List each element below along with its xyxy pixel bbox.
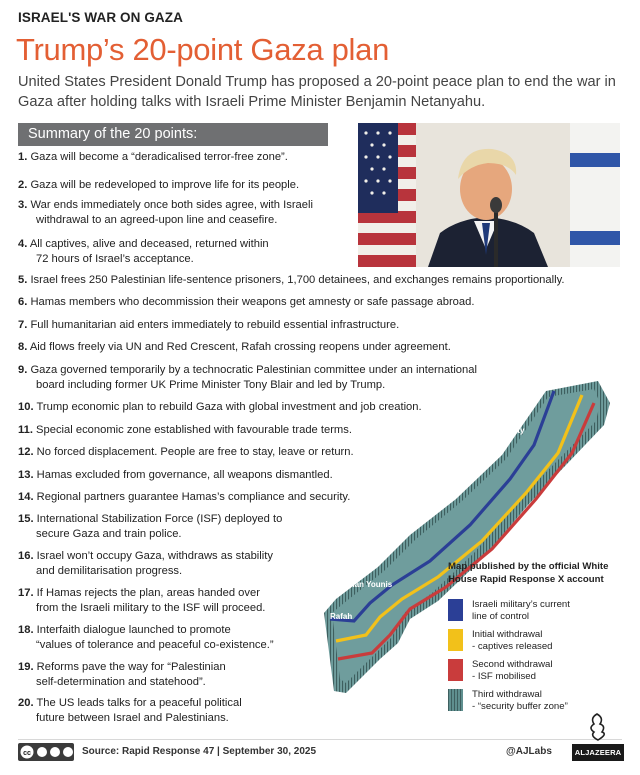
point-item — [18, 512, 282, 541]
point-item — [18, 549, 273, 578]
svg-text:cc: cc — [23, 750, 31, 757]
point-item — [18, 340, 451, 355]
legend-swatch — [448, 689, 463, 711]
point-number: 11. — [18, 424, 33, 436]
point-number: 8. — [18, 341, 28, 353]
point-text: future between Israel and Palestinians. — [36, 711, 229, 724]
point-text: board including former UK Prime Minister Tony Blair and led by Trump. — [36, 378, 386, 391]
point-item — [18, 295, 474, 310]
source-credit: Source: Rapid Response 47 | September 30, 2025 — [82, 746, 317, 757]
point-item — [18, 237, 269, 266]
map-label-khan-younis: Khan Younis — [344, 580, 393, 589]
footer-divider — [18, 739, 622, 740]
legend-label — [472, 659, 553, 682]
legend-swatch — [448, 629, 463, 651]
point-item — [18, 623, 274, 652]
legend-label-line: Israeli military’s current — [472, 599, 570, 610]
point-text: Israel won’t occupy Gaza, withdraws as stability — [36, 550, 273, 562]
map-label-gaza-city: Gaza City — [488, 426, 525, 435]
point-number: 3. — [18, 199, 28, 211]
point-text: “values of tolerance and peaceful co-existence.” — [36, 638, 274, 651]
point-text: Special economic zone established with favourable trade terms. — [36, 424, 352, 436]
point-text: self-determination and statehood”. — [36, 675, 206, 688]
point-text: and demilitarisation progress. — [36, 564, 183, 577]
aljazeera-calligraphy-logo — [584, 712, 610, 742]
point-item — [18, 468, 333, 483]
point-text: from the Israeli military to the ISF will proceed. — [36, 601, 266, 614]
point-number: 6. — [18, 296, 28, 308]
point-number: 10. — [18, 401, 34, 413]
legend-item — [448, 659, 553, 682]
point-text: Regional partners guarantee Hamas’s compliance and security. — [36, 491, 351, 503]
legend-item — [448, 629, 553, 652]
subtitle: United States President Donald Trump has proposed a 20-point peace plan to end the war in Gaza after holding talks with Israeli Prime Minister Benjamin Netanyahu. — [18, 74, 616, 110]
point-text: secure Gaza and train police. — [36, 527, 182, 540]
legend-label-line: Third withdrawal — [472, 689, 542, 700]
point-item — [18, 423, 352, 438]
point-text: Hamas members who decommission their weapons get amnesty or safe passage abroad. — [30, 296, 475, 308]
point-number: 5. — [18, 274, 28, 286]
point-text: The US leads talks for a peaceful political — [36, 697, 242, 709]
kicker: ISRAEL'S WAR ON GAZA — [18, 10, 183, 25]
point-number: 19. — [18, 661, 34, 673]
point-item — [18, 273, 564, 288]
legend-swatch — [448, 659, 463, 681]
point-text: All captives, alive and deceased, returned within — [29, 238, 269, 250]
point-item — [18, 696, 242, 725]
aljazeera-logo: ALJAZEERA — [572, 744, 624, 761]
point-text: withdrawal to an agreed-upon line and ceasefire. — [36, 213, 278, 226]
point-item — [18, 660, 226, 689]
point-number: 17. — [18, 587, 34, 599]
point-number: 13. — [18, 469, 34, 481]
legend-item — [448, 599, 570, 622]
creative-commons-icon — [18, 743, 74, 761]
point-text: War ends immediately once both sides agree, with Israeli — [30, 199, 313, 211]
point-text: Gaza will be redeveloped to improve life for its people. — [30, 179, 300, 191]
point-number: 4. — [18, 238, 28, 250]
legend-label-line: - ISF mobilised — [472, 670, 536, 682]
point-number: 9. — [18, 364, 28, 376]
map-caption: Map published by the official White House Rapid Response X account — [448, 561, 609, 585]
point-text: Interfaith dialogue launched to promote — [36, 624, 231, 636]
speaker-photo — [358, 123, 620, 267]
map-label-rafah: Rafah — [330, 612, 353, 621]
point-item — [18, 586, 265, 615]
point-text: Reforms pave the way for “Palestinian — [36, 661, 226, 673]
legend-swatch — [448, 599, 463, 621]
ajlabs-handle[interactable]: @AJLabs — [506, 746, 552, 757]
point-number: 16. — [18, 550, 34, 562]
point-text: Trump economic plan to rebuild Gaza with global investment and job creation. — [36, 401, 422, 413]
legend-label-line: - “security buffer zone” — [472, 700, 568, 712]
point-text: Full humanitarian aid enters immediately to rebuild essential infrastructure. — [30, 319, 400, 331]
point-number: 18. — [18, 624, 34, 636]
legend-label — [472, 599, 570, 622]
page-title: Trump’s 20-point Gaza plan — [16, 32, 390, 67]
point-text: 72 hours of Israel’s acceptance. — [36, 252, 194, 265]
point-text: Hamas excluded from governance, all weapons dismantled. — [36, 469, 333, 481]
point-number: 12. — [18, 446, 34, 458]
point-number: 1. — [18, 151, 28, 163]
point-text: Gaza governed temporarily by a technocratic Palestinian committee under an international — [30, 364, 477, 376]
legend-label — [472, 689, 568, 712]
legend-label-line: Second withdrawal — [472, 659, 553, 670]
legend-label-line: line of control — [472, 610, 530, 622]
legend-label-line: - captives released — [472, 640, 553, 652]
point-text: Gaza will become a “deradicalised terror-free zone”. — [30, 151, 288, 163]
point-number: 7. — [18, 319, 28, 331]
point-number: 2. — [18, 179, 28, 191]
point-number: 14. — [18, 491, 34, 503]
point-number: 20. — [18, 697, 34, 709]
point-item — [18, 490, 350, 505]
legend-label-line: Initial withdrawal — [472, 629, 543, 640]
point-item — [18, 445, 354, 460]
point-item — [18, 150, 288, 165]
summary-header: Summary of the 20 points: — [18, 123, 328, 146]
legend-label — [472, 629, 553, 652]
point-item — [18, 178, 299, 193]
point-item — [18, 198, 313, 227]
legend-item — [448, 689, 568, 712]
point-text: Israel frees 250 Palestinian life-sentence prisoners, 1,700 detainees, and exchanges remains proportionally. — [30, 274, 565, 286]
point-text: International Stabilization Force (ISF) deployed to — [36, 513, 283, 525]
point-text: Aid flows freely via UN and Red Crescent, Rafah crossing reopens under agreement. — [29, 341, 451, 353]
point-text: No forced displacement. People are free to stay, leave or return. — [36, 446, 354, 458]
speaker-photo-illustration — [358, 123, 620, 267]
point-item — [18, 318, 399, 333]
point-text: If Hamas rejects the plan, areas handed over — [36, 587, 260, 599]
point-number: 15. — [18, 513, 34, 525]
